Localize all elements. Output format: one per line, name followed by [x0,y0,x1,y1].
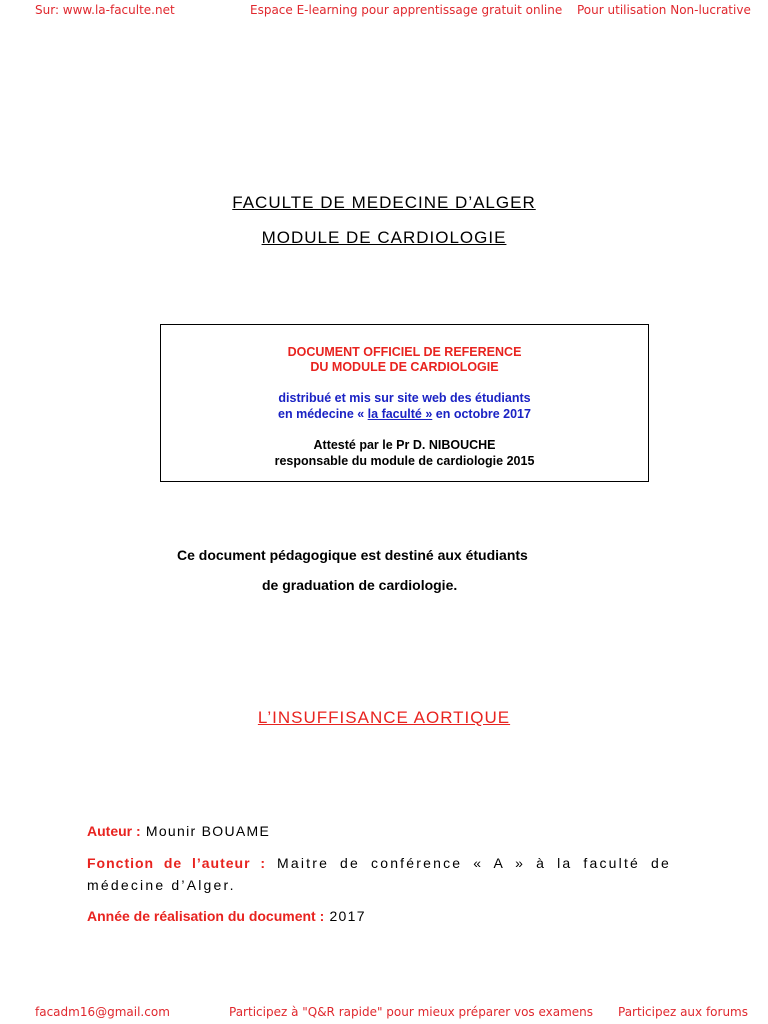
function-value: Maitre de conférence « A » à la faculté de médecine d’Alger. [87,855,671,893]
distribution-prefix: en médecine « [278,407,368,421]
footer-qr-link[interactable]: Participez à "Q&R rapide" pour mieux préparer vos examens [229,1005,594,1019]
header-tagline: Espace E-learning pour apprentissage gratuit online [250,3,563,17]
function-label: Fonction de l’auteur : [87,855,266,871]
header-usage-note: Pour utilisation Non-lucrative [577,3,751,17]
distribution-suffix: en octobre 2017 [432,407,531,421]
year-value: 2017 [324,908,366,924]
module-title [0,228,768,248]
reference-line-1: DOCUMENT OFFICIEL DE REFERENCE [287,345,522,359]
la-faculte-link[interactable]: la faculté » [367,407,433,421]
author-value: Mounir BOUAME [140,823,271,839]
year-row [87,905,671,927]
intro-line-1: Ce document pédagogique est destiné aux étudiants [177,547,528,563]
intro-line-2: de graduation de cardiologie. [262,577,458,593]
main-title [0,708,768,728]
author-label: Auteur : [87,823,141,839]
distribution-line-2 [161,407,648,421]
attestation-line-2: responsable du module de cardiologie 2015 [274,454,535,468]
reference-box [160,324,649,482]
year-label: Année de réalisation du document : [87,908,325,924]
faculty-title [0,193,768,213]
author-row [87,820,671,842]
footer-email-link[interactable]: facadm16@gmail.com [35,1005,170,1019]
footer-forums-link[interactable]: Participez aux forums [618,1005,748,1019]
distribution-line-1: distribué et mis sur site web des étudiants [278,391,531,405]
function-row [87,852,671,896]
main-title-text: L’INSUFFISANCE AORTIQUE [257,708,511,727]
module-title-text: MODULE DE CARDIOLOGIE [261,228,507,247]
reference-line-2: DU MODULE DE CARDIOLOGIE [310,360,499,374]
attestation-line-1: Attesté par le Pr D. NIBOUCHE [313,438,496,452]
header-site-link[interactable]: Sur: www.la-faculte.net [35,3,175,17]
faculty-title-text: FACULTE DE MEDECINE D’ALGER [232,193,536,212]
